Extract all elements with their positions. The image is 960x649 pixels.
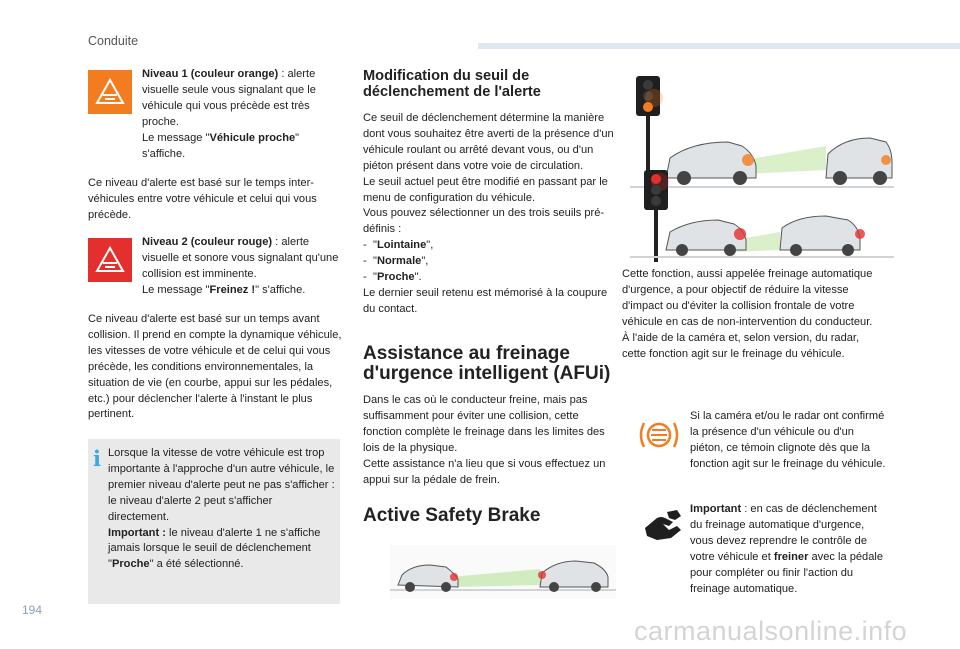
asb-illustration bbox=[390, 545, 616, 599]
red-warning-icon bbox=[88, 238, 132, 282]
option-proche: - "Proche". bbox=[363, 270, 618, 286]
level2-text: Niveau 2 (couleur rouge) : alerte visuelle et sonore vous signalant qu'une collision est imminente. Le message "Freinez !" s'affiche. bbox=[142, 236, 339, 296]
afu-heading: Assistance au freinage d'urgence intelligent (AFUi) bbox=[363, 343, 611, 384]
afu-text: Dans le cas où le conducteur freine, mais pas suffisamment pour éviter une collision, cette fonction complète le freinage dans les limites des lois de la physique. Cette assistance n'a lieu que si vous effectuez un appui sur la pédale de frein. bbox=[363, 394, 606, 486]
info-icon: i bbox=[93, 446, 101, 471]
orange-warning-icon bbox=[88, 70, 132, 114]
level1-basis-paragraph: Ce niveau d'alerte est basé sur le temps inter-véhicules entre votre véhicule et celui qui vous précède. bbox=[88, 177, 317, 221]
threshold-heading: Modification du seuil de déclenchement de l'alerte bbox=[363, 68, 541, 101]
level2-basis-paragraph: Ce niveau d'alerte est basé sur un temps avant collision. Il prend en compte la dynamique véhicule, les vitesses de votre véhicule et de celui qui vous précède, les conditions environnementales, la situation de vie (en courbe, appui sur les pédales, etc.) pour déclencher l'alerte à l'instant le plus pertinent. bbox=[88, 313, 342, 421]
level1-text: Niveau 1 (couleur orange) : alerte visuelle seule vous signalant que le véhicule qui vous précède est très proche. Le message "Véhicule proche" s'affiche. bbox=[142, 68, 316, 160]
asb-heading: Active Safety Brake bbox=[363, 505, 541, 526]
info-note-text: Lorsque la vitesse de votre véhicule est trop importante à l'approche d'un autre véhicule, le premier niveau d'alerte peut ne pas s'afficher : le niveau d'alerte 2 peut s'afficher directement. Important : le niveau d'alerte 1 ne s'affiche jamais lorsque le seuil de déclenchement "Proche" a été sélectionné. bbox=[108, 447, 335, 571]
option-normale: - "Normale", bbox=[363, 254, 618, 270]
option-lointaine: - "Lointaine", bbox=[363, 238, 618, 254]
hand-wrench-icon bbox=[643, 508, 683, 544]
page-number: 194 bbox=[22, 603, 43, 617]
header-bar bbox=[478, 43, 960, 49]
threshold-text: Ce seuil de déclenchement détermine la manière dont vous souhaitez être averti de la présence d'un véhicule roulant ou arrêté devant vous, ou d'un piéton présent dans votre voie de circulation. Le seuil actuel peut être modifié en passant par le menu de configuration du véhicule. Vous pouvez sélectionner un des trois seuils pré-définis : - "Lointaine", - "Normale", - "Proche". Le dernier seuil retenu est mémorisé à la coupure du contact. bbox=[363, 111, 618, 318]
important-text: Important : en cas de déclenchement du freinage automatique d'urgence, vous devez reprendre le contrôle de votre véhicule et freiner avec la pédale pour compléter ou finir l'action du freinage automatique. bbox=[690, 503, 884, 595]
threshold-illustration-red bbox=[630, 168, 894, 264]
camera-radar-text: Si la caméra et/ou le radar ont confirmé la présence d'un véhicule ou d'un piéton, ce témoin clignote dès que la fonction agit sur le freinage du véhicule. bbox=[690, 410, 886, 470]
section-title: Conduite bbox=[88, 34, 139, 48]
watermark: carmanualsonline.info bbox=[634, 616, 908, 646]
function-description: Cette fonction, aussi appelée freinage automatique d'urgence, a pour objectif de réduire la vitesse d'impact ou d'éviter la collision frontale de votre véhicule en cas de non-intervention du conducteur. À l'aide de la caméra et, selon version, du radar, cette fonction agit sur le freinage du véhicule. bbox=[622, 268, 873, 360]
brake-warning-light-icon bbox=[636, 416, 682, 454]
